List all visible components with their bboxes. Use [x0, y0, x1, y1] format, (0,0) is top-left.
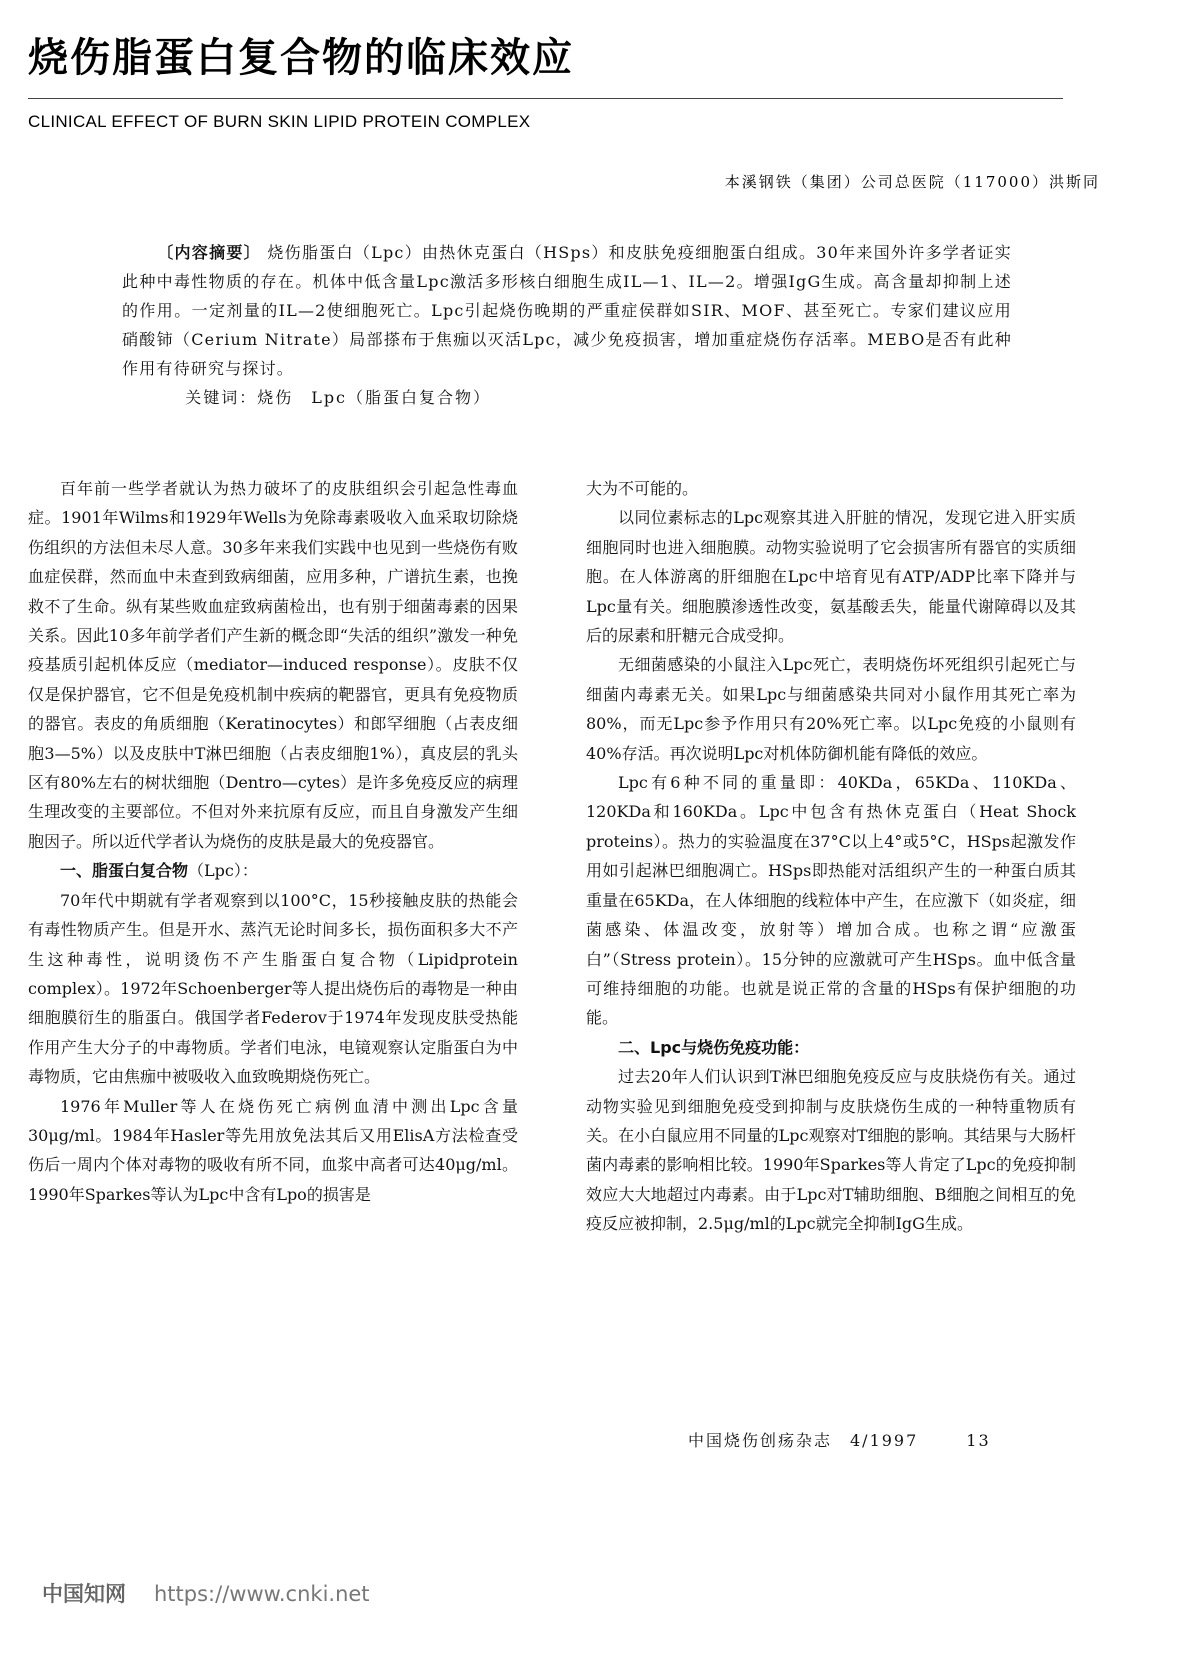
author-affiliation: 本溪钢铁（集团）公司总医院（117000）洪斯同: [724, 173, 1100, 191]
article-title: 烧伤脂蛋白复合物的临床效应: [28, 35, 574, 81]
journal-citation: 中国烧伤创疡杂志 4/1997: [688, 1431, 919, 1450]
body-paragraph-continued: 大为不可能的。: [586, 479, 699, 498]
body-column-right: [586, 474, 1076, 1239]
body-paragraph: 过去20年人们认识到T淋巴细胞免疫反应与皮肤烧伤有关。通过动物实验见到细胞免疫受到抑制与皮肤烧伤生成的一种特重物质有关。在小白鼠应用不同量的Lpc观察对T细胞的影响。其结果与大肠杆菌内毒素的影响相比较。1990年Sparkes等人肯定了Lpc的免疫抑制效应大大地超过内毒素。由于Lpc对T辅助细胞、B细胞之间相互的免疫反应被抑制，2.5μg/ml的Lpc就完全抑制IgG生成。: [586, 1067, 1076, 1234]
abstract-text: 烧伤脂蛋白（Lpc）由热休克蛋白（HSps）和皮肤免疫细胞蛋白组成。30年来国外许多学者证实此种中毒性物质的存在。机体中低含量Lpc激活多形核白细胞生成IL—1、IL—2。增强IgG生成。高含量却抑制上述的作用。一定剂量的IL—2使细胞死亡。Lpc引起烧伤晚期的严重症侯群如SIR、MOF、甚至死亡。专家们建议应用硝酸铈（Cerium Nitrate）局部搽布于焦痂以灭活Lpc，减少免疫损害，增加重症烧伤存活率。MEBO是否有此种作用有待研究与探讨。: [122, 243, 1012, 378]
cnki-url: https://www.cnki.net: [154, 1582, 370, 1606]
body-paragraph: 百年前一些学者就认为热力破坏了的皮肤组织会引起急性毒血症。1901年Wilms和1929年Wells为免除毒素吸收入血采取切除烧伤组织的方法但未尽人意。30多年来我们实践中也见到一些烧伤有败血症侯群，然而血中未查到致病细菌，应用多种，广谱抗生素，也挽救不了生命。纵有某些败血症致病菌检出，也有别于细菌毒素的因果关系。因此10多年前学者们产生新的概念即“失活的组织”激发一种免疫基质引起机体反应（mediator—induced response）。皮肤不仅仅是保护器官，它不但是免疫机制中疾病的靶器官，更具有免疫物质的器官。表皮的角质细胞（Keratinocytes）和郎罕细胞（占表皮细胞3—5%）以及皮肤中T淋巴细胞（占表皮细胞1%），真皮层的乳头区有80%左右的树状细胞（Dentro—cytes）是许多免疫反应的病理生理改变的主要部位。不但对外来抗原有反应，而且自身激发产生细胞因子。所以近代学者认为烧伤的皮肤是最大的免疫器官。: [28, 479, 518, 851]
section-heading-text: 一、脂蛋白复合物: [60, 861, 189, 881]
body-column-left: [28, 474, 518, 1209]
abstract: [122, 238, 1012, 412]
cnki-logo: 中国知网: [42, 1582, 126, 1606]
abstract-paragraph: [122, 238, 1012, 383]
title-rule: [28, 98, 1063, 99]
article-subtitle: CLINICAL EFFECT OF BURN SKIN LIPID PROTEIN COMPLEX: [28, 112, 531, 131]
cnki-watermark: [42, 1578, 370, 1608]
section-heading-2: 二、Lpc与烧伤免疫功能：: [618, 1037, 810, 1057]
body-paragraph: Lpc有6种不同的重量即：40KDa，65KDa、110KDa、120KDa和160KDa。Lpc中包含有热休克蛋白（Heat Shock proteins）。热力的实验温度在37°C以上4°或5°C，HSps起激发作用如引起淋巴细胞凋亡。HSps即热能对活组织产生的一种蛋白质其重量在65KDa，在人体细胞的线粒体中产生，在应激下（如炎症，细菌感染、体温改变，放射等）增加合成。也称之谓“应激蛋白”（Stress protein）。15分钟的应激就可产生HSps。血中低含量可维持细胞的功能。也就是说正常的含量的HSps有保护细胞的功能。: [586, 773, 1076, 1028]
keywords: 关键词：烧伤 Lpc（脂蛋白复合物）: [185, 388, 492, 407]
body-paragraph: 70年代中期就有学者观察到以100°C，15秒接触皮肤的热能会有毒性物质产生。但是开水、蒸汽无论时间多长，损伤面积多大不产生这种毒性，说明烫伤不产生脂蛋白复合物（Lipidprotein complex）。1972年Schoenberger等人提出烧伤后的毒物是一种由细胞膜衍生的脂蛋白。俄国学者Federov于1974年发现皮肤受热能作用产生大分子的中毒物质。学者们电泳，电镜观察认定脂蛋白为中毒物质，它由焦痂中被吸收入血致晚期烧伤死亡。: [28, 890, 518, 1087]
page-number: 13: [966, 1431, 991, 1450]
page-footer: [688, 1428, 991, 1451]
abstract-label: 〔内容摘要〕: [157, 243, 261, 262]
body-paragraph: 1976年Muller等人在烧伤死亡病例血清中测出Lpc含量30μg/ml。1984年Hasler等先用放免法其后又用ElisA方法检查受伤后一周内个体对毒物的吸收有所不同，血浆中高者可达40μg/ml。1990年Sparkes等认为Lpc中含有Lpo的损害是: [28, 1096, 518, 1204]
body-paragraph: 无细菌感染的小鼠注入Lpc死亡，表明烧伤坏死组织引起死亡与细菌内毒素无关。如果Lpc与细菌感染共同对小鼠作用其死亡率为80%，而无Lpc参予作用只有20%死亡率。以Lpc免疫的小鼠则有40%存活。再次说明Lpc对机体防御机能有降低的效应。: [586, 655, 1076, 763]
section-heading-suffix: （Lpc）：: [188, 861, 258, 881]
body-paragraph: 以同位素标志的Lpc观察其进入肝脏的情况，发现它进入肝实质细胞同时也进入细胞膜。动物实验说明了它会损害所有器官的实质细胞。在人体游离的肝细胞在Lpc中培育见有ATP/ADP比率下降并与Lpc量有关。细胞膜渗透性改变，氨基酸丢失，能量代谢障碍以及其后的尿素和肝糖元合成受抑。: [586, 508, 1076, 646]
section-heading-1: [28, 856, 518, 885]
